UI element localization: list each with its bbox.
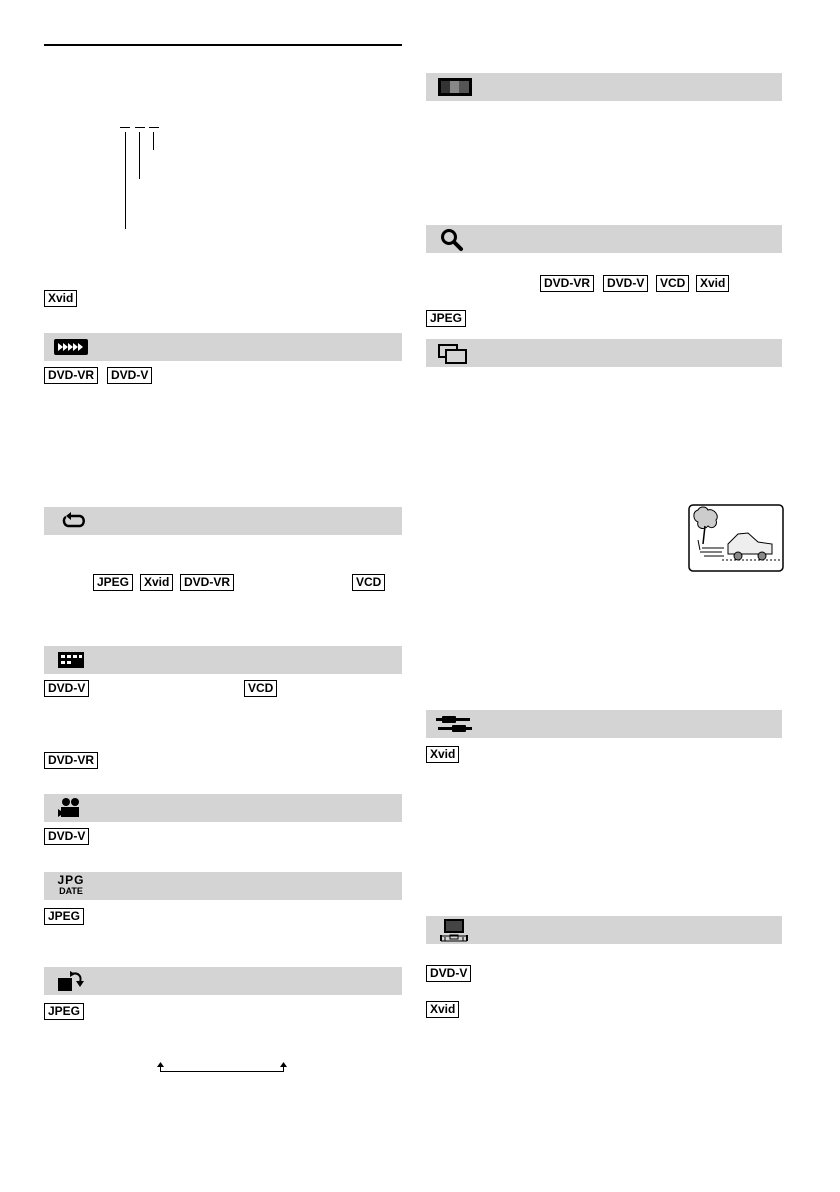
format-tag: DVD-V <box>603 275 648 292</box>
section-bar-picture <box>426 73 782 101</box>
chapter-grid-icon <box>58 652 84 673</box>
section-bar-monitor <box>426 916 782 944</box>
format-tag: DVD-V <box>426 965 471 982</box>
format-tag: Xvid <box>140 574 173 591</box>
section-bar-screen <box>426 339 782 367</box>
format-tag: DVD-V <box>107 367 152 384</box>
section-bar-chapter <box>44 646 402 674</box>
format-tag: JPEG <box>426 310 466 327</box>
zoom-icon <box>440 228 464 257</box>
format-tag: DVD-V <box>44 828 89 845</box>
section-bar-connector <box>426 710 782 738</box>
format-tag: Xvid <box>426 1001 459 1018</box>
rotate-picture-icon <box>58 970 86 997</box>
scene-illustration <box>688 504 784 577</box>
monitor-icon <box>440 919 468 948</box>
top-rule <box>44 44 402 46</box>
format-tag: VCD <box>352 574 385 591</box>
picture-adjust-icon <box>438 78 472 101</box>
format-tag: VCD <box>656 275 689 292</box>
format-tag: Xvid <box>426 746 459 763</box>
jpg-date-icon: JPG DATE <box>57 873 85 896</box>
section-bar-zoom <box>426 225 782 253</box>
format-tag: DVD-VR <box>44 752 98 769</box>
section-bar-angle <box>44 794 402 822</box>
format-tag: DVD-VR <box>540 275 594 292</box>
section-bar-rotate <box>44 967 402 995</box>
format-tag: Xvid <box>696 275 729 292</box>
format-tag: DVD-VR <box>44 367 98 384</box>
section-bar-repeat <box>44 507 402 535</box>
format-tag: JPEG <box>44 908 84 925</box>
format-tag: VCD <box>244 680 277 697</box>
fast-forward-icon <box>54 339 88 355</box>
format-tag: DVD-VR <box>180 574 234 591</box>
section-bar-fast-forward <box>44 333 402 361</box>
format-tag: JPEG <box>93 574 133 591</box>
format-tag-xvid: Xvid <box>44 290 77 307</box>
format-tag: DVD-V <box>44 680 89 697</box>
connector-icon <box>436 715 472 738</box>
screen-size-icon <box>438 344 468 369</box>
section-bar-jpg-date <box>44 872 402 900</box>
camera-angle-icon <box>58 797 82 824</box>
repeat-icon <box>60 511 88 536</box>
format-tag: JPEG <box>44 1003 84 1020</box>
